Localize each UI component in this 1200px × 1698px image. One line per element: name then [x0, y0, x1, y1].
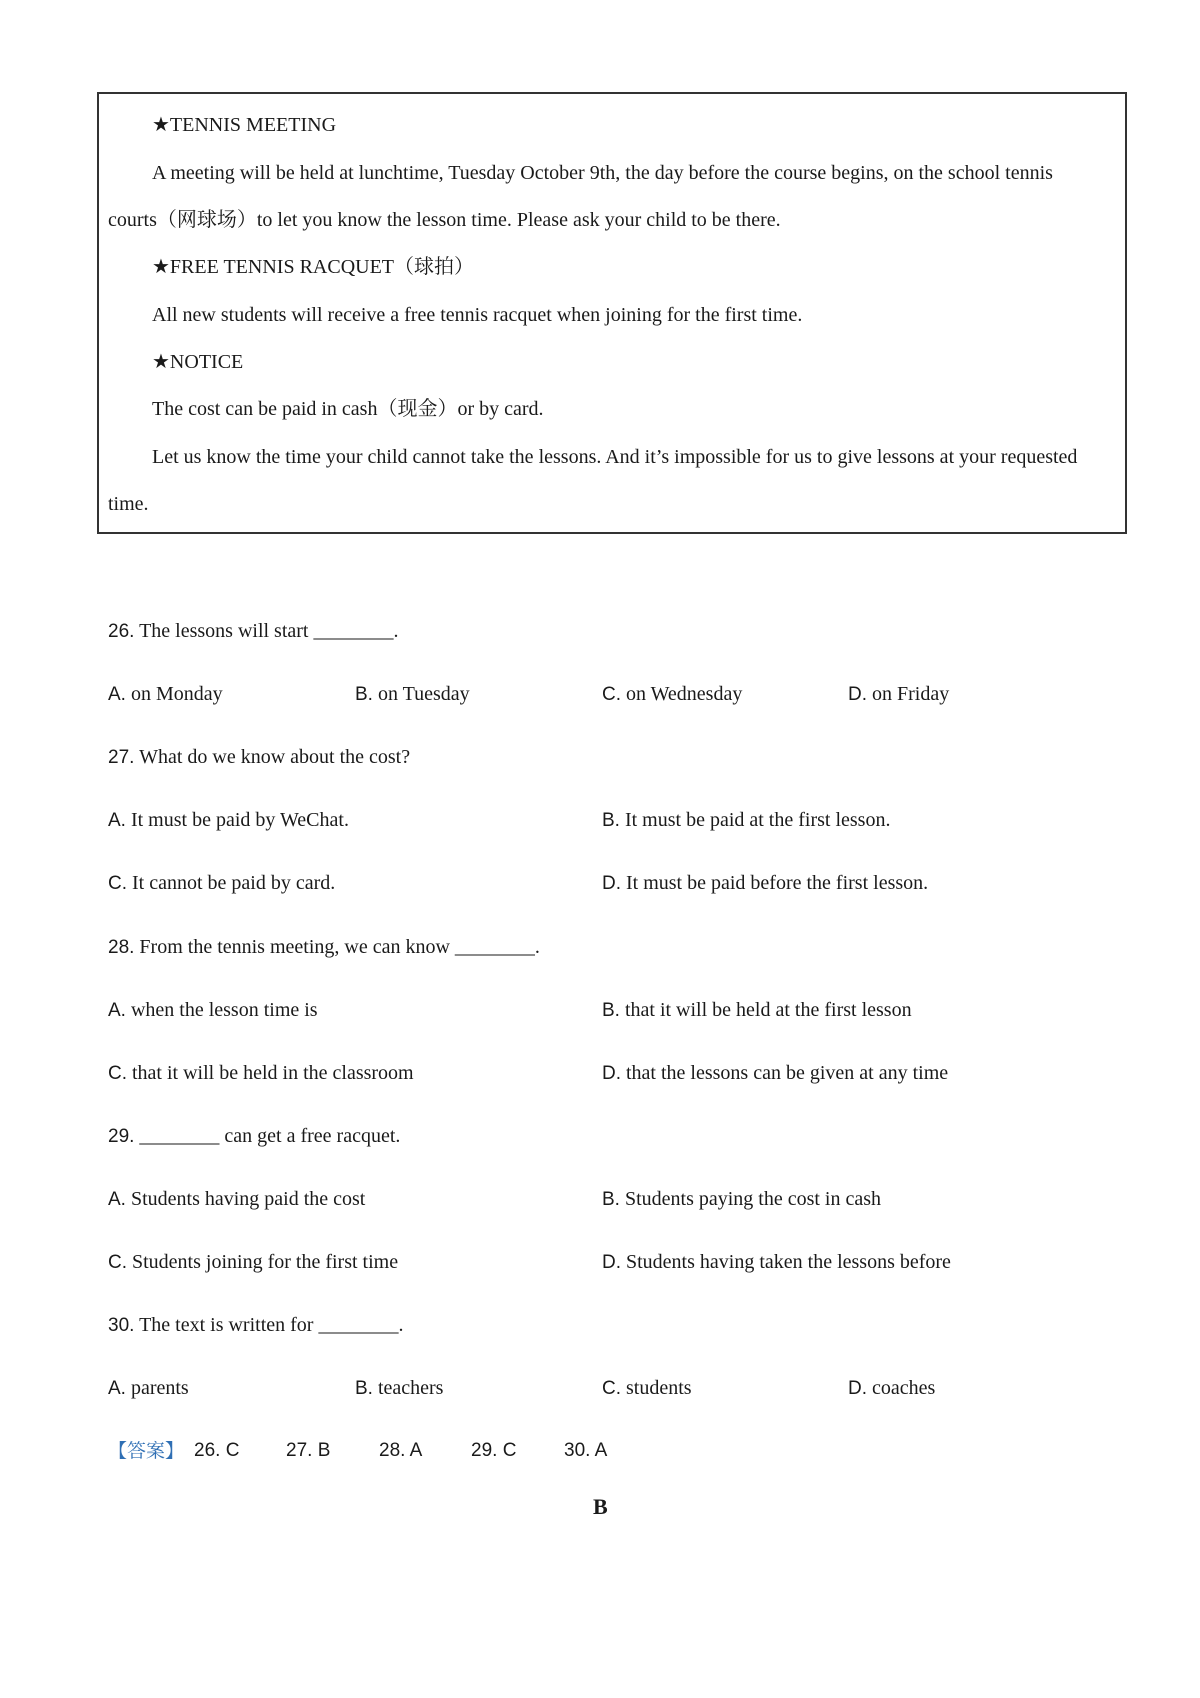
notice-text-2: Let us know the time your child cannot take the lessons. And it’s impossible for us to give lessons at your requested: [152, 446, 1078, 468]
answer-28: 28. A: [379, 1440, 423, 1461]
question-26-stem: 26. The lessons will start ________.: [108, 620, 399, 642]
question-29-option-a[interactable]: A. Students having paid the cost: [108, 1188, 366, 1210]
question-30-option-d[interactable]: D. coaches: [848, 1377, 936, 1399]
answer-27: 27. B: [286, 1440, 331, 1461]
question-29-option-d[interactable]: D. Students having taken the lessons before: [602, 1251, 951, 1273]
question-26-option-a[interactable]: A. on Monday: [108, 683, 223, 705]
question-27-option-d[interactable]: D. It must be paid before the first lesson.: [602, 872, 929, 894]
notice-text-1: The cost can be paid in cash（现金）or by card.: [152, 398, 544, 420]
question-29-option-c[interactable]: C. Students joining for the first time: [108, 1251, 399, 1273]
answer-key: [108, 1439, 608, 1463]
question-27-option-c[interactable]: C. It cannot be paid by card.: [108, 872, 336, 894]
answer-29: 29. C: [471, 1440, 517, 1461]
free-racquet-heading: ★FREE TENNIS RACQUET（球拍）: [152, 256, 475, 278]
question-26-option-b[interactable]: B. on Tuesday: [355, 683, 470, 705]
question-27-stem: 27. What do we know about the cost?: [108, 746, 411, 768]
question-30-option-c[interactable]: C. students: [602, 1377, 692, 1399]
question-27-option-b[interactable]: B. It must be paid at the first lesson.: [602, 809, 891, 831]
section-b-heading: B: [593, 1494, 608, 1519]
tennis-meeting-heading: ★TENNIS MEETING: [152, 114, 337, 136]
question-30-stem: 30. The text is written for ________.: [108, 1314, 404, 1336]
question-28-option-c[interactable]: C. that it will be held in the classroom: [108, 1062, 414, 1084]
answer-tag: 【答案】: [108, 1440, 185, 1462]
question-29-stem: 29. ________ can get a free racquet.: [108, 1125, 401, 1147]
question-28-stem: 28. From the tennis meeting, we can know ________.: [108, 936, 540, 958]
question-26-option-d[interactable]: D. on Friday: [848, 683, 950, 705]
question-28-option-a[interactable]: A. when the lesson time is: [108, 999, 318, 1021]
question-26-option-c[interactable]: C. on Wednesday: [602, 683, 743, 705]
tennis-meeting-text-2: courts（网球场）to let you know the lesson time. Please ask your child to be there.: [108, 209, 781, 231]
question-28-option-d[interactable]: D. that the lessons can be given at any time: [602, 1062, 949, 1084]
question-28-option-b[interactable]: B. that it will be held at the first lesson: [602, 999, 912, 1021]
tennis-meeting-text-1: A meeting will be held at lunchtime, Tuesday October 9th, the day before the course begins, on the school tennis: [152, 162, 1053, 184]
free-racquet-text: All new students will receive a free tennis racquet when joining for the first time.: [152, 304, 803, 326]
question-29-option-b[interactable]: B. Students paying the cost in cash: [602, 1188, 882, 1210]
question-30-option-a[interactable]: A. parents: [108, 1377, 189, 1399]
answer-26: 26. C: [194, 1440, 240, 1461]
answer-30: 30. A: [564, 1440, 608, 1461]
question-27-option-a[interactable]: A. It must be paid by WeChat.: [108, 809, 349, 831]
notice-text-3: time.: [108, 493, 149, 515]
notice-heading: ★NOTICE: [152, 351, 244, 373]
question-30-option-b[interactable]: B. teachers: [355, 1377, 444, 1399]
